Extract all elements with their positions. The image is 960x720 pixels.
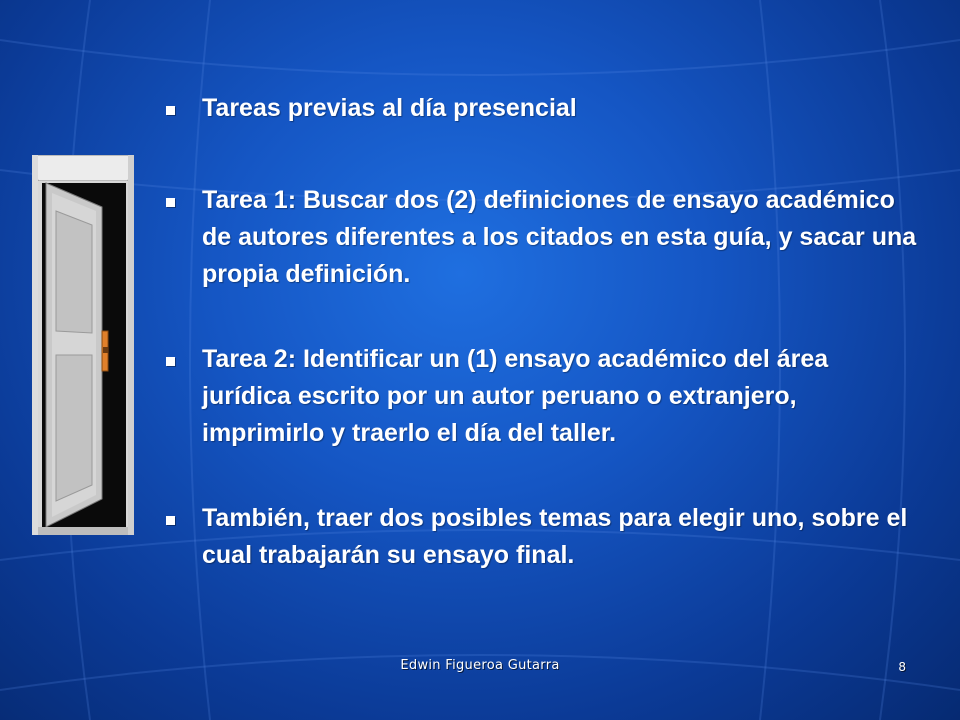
bullet-square-icon	[166, 106, 175, 115]
bullet-item	[160, 90, 920, 127]
bullet-text: Tarea 2: Identificar un (1) ensayo académico del área jurídica escrito por un autor peruano o extranjero, imprimirlo y traerlo el día del taller.	[202, 345, 829, 447]
bullet-list	[160, 90, 920, 622]
bullet-text: También, traer dos posibles temas para elegir uno, sobre el cual trabajarán su ensayo final.	[202, 504, 908, 569]
bullet-square-icon	[166, 198, 175, 207]
bullet-square-icon	[166, 516, 175, 525]
bullet-item	[160, 341, 920, 452]
bullet-square-icon	[166, 357, 175, 366]
footer-author: Edwin Figueroa Gutarra	[400, 658, 560, 673]
bullet-item	[160, 182, 920, 293]
bullet-text: Tarea 1: Buscar dos (2) definiciones de ensayo académico de autores diferentes a los citados en esta guía, y sacar una propia definición.	[202, 186, 917, 288]
page-number: 8	[898, 660, 906, 674]
open-door-icon	[32, 155, 134, 535]
bullet-item	[160, 500, 920, 574]
bullet-text: Tareas previas al día presencial	[202, 94, 577, 122]
